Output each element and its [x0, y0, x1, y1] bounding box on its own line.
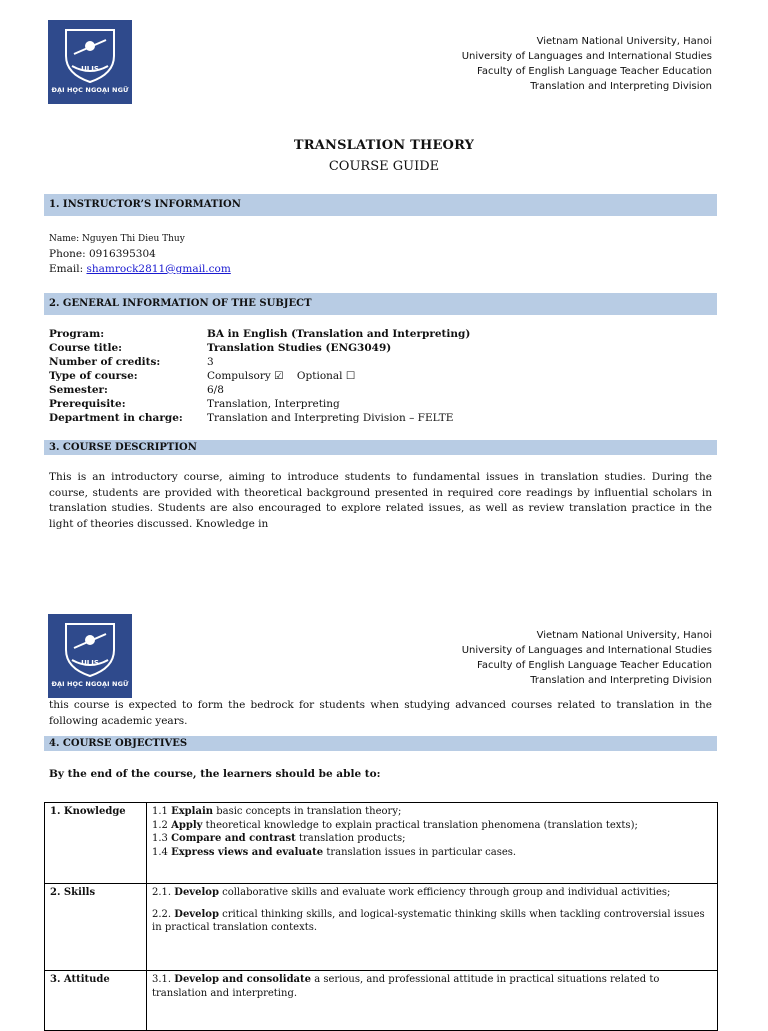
objective-line: 3.1. Develop and consolidate a serious, and professional attitude in practical situations related to translation and interpreting. — [152, 974, 660, 999]
header-line: University of Languages and International Studies — [461, 51, 712, 62]
info-key: Number of credits: — [49, 356, 161, 368]
info-value: Translation, Interpreting — [207, 398, 340, 410]
shield-emblem-icon — [60, 26, 120, 84]
objective-details — [147, 803, 718, 884]
course-description-paragraph: This is an introductory course, aiming to introduce students to fundamental issues in translation studies. During the course, students are provided with theoretical background presented in required core readings by influential scholars in translation studies. Students are also encouraged to explore related issues, as well as review translation practice in the light of theories discussed. Knowledge in — [49, 471, 712, 530]
header-line: Translation and Interpreting Division — [530, 81, 712, 92]
logo-text: ĐẠI HỌC NGOẠI NGỮ — [51, 680, 129, 688]
objective-category: 2. Skills — [45, 884, 147, 971]
objective-line: 1.1 Explain basic concepts in translation theory; — [152, 806, 402, 817]
header-line: Vietnam National University, Hanoi — [536, 630, 712, 641]
document-title: TRANSLATION THEORY — [293, 138, 475, 153]
table-row — [45, 971, 718, 1031]
section-description-header: 3. COURSE DESCRIPTION — [44, 440, 717, 455]
section-objectives-header: 4. COURSE OBJECTIVES — [44, 736, 717, 751]
info-key: Prerequisite: — [49, 398, 126, 410]
info-value: 6/8 — [207, 384, 224, 396]
objective-line: 1.2 Apply theoretical knowledge to explain practical translation phenomena (translation texts); — [152, 819, 638, 831]
table-row — [45, 884, 718, 971]
svg-text:ULIS: ULIS — [81, 659, 99, 667]
university-header — [462, 34, 712, 94]
instructor-email-row — [49, 262, 231, 277]
info-value: Translation Studies (ENG3049) — [207, 342, 392, 354]
header-line: University of Languages and International Studies — [461, 645, 712, 656]
instructor-info — [49, 232, 231, 277]
info-key: Semester: — [49, 384, 108, 396]
email-link[interactable]: shamrock2811@gmail.com — [86, 263, 231, 275]
university-logo — [48, 20, 132, 104]
info-row-department — [49, 411, 470, 425]
objective-details — [147, 884, 718, 971]
info-row-course-title — [49, 341, 470, 355]
header-line: Translation and Interpreting Division — [530, 675, 712, 686]
general-info-table — [49, 327, 470, 425]
section-instructor-header: 1. INSTRUCTOR’S INFORMATION — [44, 194, 717, 216]
table-row — [45, 803, 718, 884]
university-header — [462, 628, 712, 688]
logo-text: ĐẠI HỌC NGOẠI NGỮ — [51, 86, 129, 94]
document-subtitle: COURSE GUIDE — [328, 159, 440, 174]
objectives-lead: By the end of the course, the learners should be able to: — [49, 768, 381, 780]
header-line: Faculty of English Language Teacher Education — [477, 660, 712, 671]
instructor-name: Name: Nguyen Thi Dieu Thuy — [49, 234, 185, 244]
info-key: Type of course: — [49, 370, 138, 382]
info-key: Course title: — [49, 342, 123, 354]
objective-line: 1.3 Compare and contrast translation products; — [152, 833, 406, 844]
instructor-phone: Phone: 0916395304 — [49, 248, 156, 260]
objectives-table — [44, 802, 718, 1031]
objective-details — [147, 971, 718, 1031]
shield-emblem-icon — [60, 620, 120, 678]
university-logo — [48, 614, 132, 698]
info-row-credits — [49, 355, 470, 369]
objective-line: 1.4 Express views and evaluate translation issues in particular cases. — [152, 846, 517, 858]
header-line: Vietnam National University, Hanoi — [536, 36, 712, 47]
info-value: Translation and Interpreting Division – FELTE — [207, 412, 454, 424]
info-row-type — [49, 369, 470, 383]
info-row-semester — [49, 383, 470, 397]
course-description-continued: this course is expected to form the bedrock for students when studying advanced courses related to translation in the following academic years. — [49, 699, 712, 727]
objective-category: 1. Knowledge — [45, 803, 147, 884]
objective-category: 3. Attitude — [45, 971, 147, 1031]
info-value: BA in English (Translation and Interpreting) — [207, 328, 471, 340]
section-general-header: 2. GENERAL INFORMATION OF THE SUBJECT — [44, 293, 717, 315]
info-value: Compulsory ☑ Optional ☐ — [207, 370, 356, 382]
header-line: Faculty of English Language Teacher Education — [477, 66, 712, 77]
info-row-program — [49, 327, 470, 341]
info-key: Program: — [49, 328, 105, 340]
email-label: Email: — [49, 263, 87, 275]
info-key: Department in charge: — [49, 412, 183, 424]
objective-line: 2.1. Develop collaborative skills and evaluate work efficiency through group and individual activities; — [152, 887, 671, 898]
info-row-prerequisite — [49, 397, 470, 411]
svg-text:ULIS: ULIS — [81, 65, 99, 73]
objective-line: 2.2. Develop critical thinking skills, and logical-systematic thinking skills when tackling controversial issues in practical translation contexts. — [152, 908, 705, 933]
info-value: 3 — [207, 356, 214, 368]
